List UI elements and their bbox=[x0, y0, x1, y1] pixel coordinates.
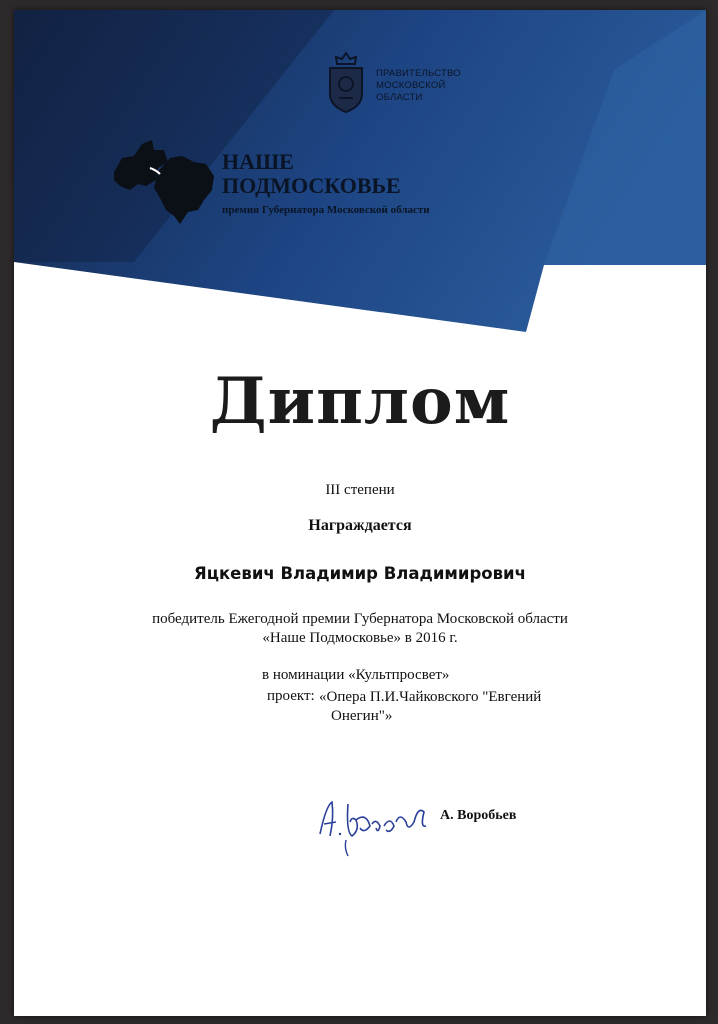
moscow-region-logo-icon bbox=[108, 128, 220, 228]
project-name bbox=[319, 688, 619, 726]
coat-of-arms-icon bbox=[322, 50, 370, 114]
award-description bbox=[14, 610, 706, 648]
award-description-line-1: победитель Ежегодной премии Губернатора Московской области bbox=[152, 611, 568, 627]
government-line-3: ОБЛАСТИ bbox=[376, 92, 423, 103]
diploma-sheet bbox=[14, 10, 706, 1016]
brand-subtitle: премия Губернатора Московской области bbox=[222, 204, 430, 216]
recipient-name: Яцкевич Владимир Владимирович bbox=[194, 564, 526, 583]
nomination-line: в номинации «Культпросвет» bbox=[262, 667, 450, 683]
diploma-title: Диплом bbox=[209, 364, 511, 439]
government-line-1: ПРАВИТЕЛЬСТВО bbox=[376, 68, 461, 79]
project-label: проект: bbox=[267, 688, 315, 704]
brand-title-line-2: ПОДМОСКОВЬЕ bbox=[222, 173, 401, 198]
government-line-2: МОСКОВСКОЙ bbox=[376, 80, 446, 91]
signer-name: А. Воробьев bbox=[440, 808, 517, 823]
diploma-degree: III степени bbox=[325, 482, 395, 498]
award-description-line-2: «Наше Подмосковье» в 2016 г. bbox=[262, 630, 458, 646]
awarded-label: Награждается bbox=[308, 517, 412, 534]
project-name-line-2: Онегин"» bbox=[331, 708, 393, 724]
brand-title bbox=[222, 150, 401, 198]
project-name-line-1: «Опера П.И.Чайковского "Евгений bbox=[319, 689, 542, 705]
brand-title-line-1: НАШЕ bbox=[222, 149, 294, 174]
handwritten-signature bbox=[306, 782, 446, 862]
government-label bbox=[376, 68, 506, 104]
